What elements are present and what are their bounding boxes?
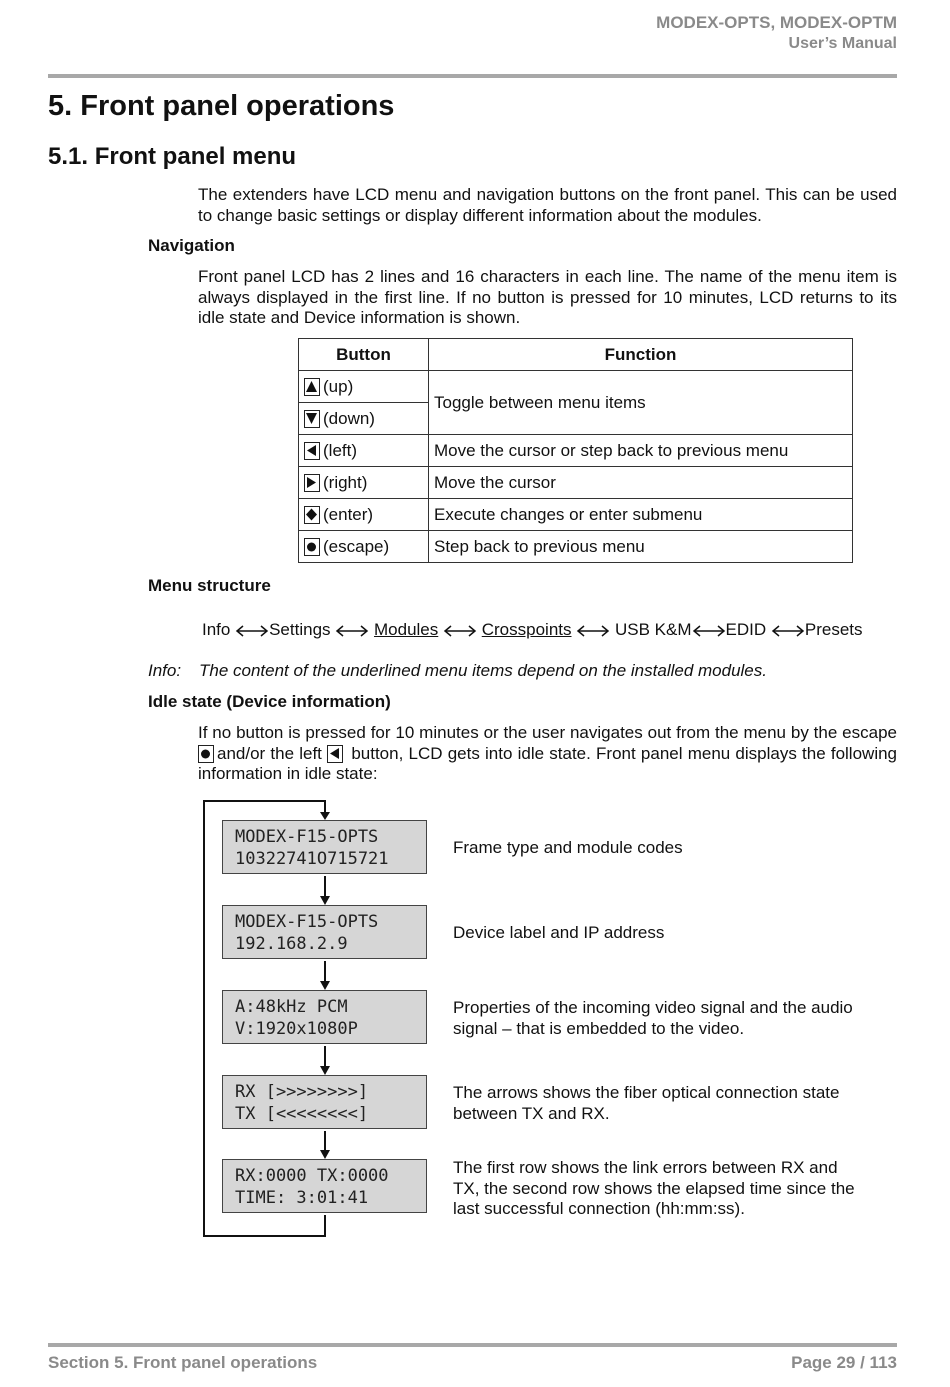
menu-item-settings: Settings — [269, 620, 331, 639]
navigation-paragraph: Front panel LCD has 2 lines and 16 characters in each line. The name of the menu item is always displayed in the first line. If no button is pressed for 10 minutes, LCD returns to its idle state and Device information is shown. — [198, 267, 897, 327]
lcd-line: V:1920x1080P — [235, 1019, 358, 1039]
lcd-line: MODEX-F15-OPTS — [235, 827, 379, 847]
footer-section: Section 5. Front panel operations — [48, 1353, 318, 1372]
menu-item-usb-km: USB K&M — [614, 620, 692, 639]
button-label: (enter) — [323, 504, 374, 524]
menu-item-crosspoints: Crosspoints — [481, 620, 572, 639]
arrow-head-icon — [320, 896, 330, 905]
lcd-line: 192.168.2.9 — [235, 934, 348, 954]
lcd-screen — [222, 1159, 427, 1213]
function-cell: Execute changes or enter submenu — [429, 499, 853, 531]
idle-state-heading: Idle state (Device information) — [148, 692, 391, 711]
lcd-line: TIME: 3:01:41 — [235, 1188, 369, 1208]
button-label: (right) — [323, 472, 368, 492]
lcd-line: 10322741O715721 — [235, 849, 389, 869]
header-doc-title: User’s Manual — [788, 35, 897, 52]
subsection-title: 5.1. Front panel menu — [48, 143, 297, 170]
note-label: Info: — [148, 661, 182, 680]
lcd-line: MODEX-F15-OPTS — [235, 912, 379, 932]
lcd-description: Properties of the incoming video signal and the audio signal – that is embedded to the video. — [453, 998, 853, 1038]
menu-item-presets: Presets — [804, 620, 863, 639]
lcd-description: The first row shows the link errors between RX and TX, the second row shows the elapsed time since the last successful connection (hh:mm:ss). — [453, 1158, 855, 1218]
idle-text-part: button, LCD gets into idle state. Front panel menu displays the following information in idle state: — [198, 743, 897, 783]
lcd-screen — [222, 990, 427, 1044]
lcd-line: TX [<<<<<<<<] — [235, 1104, 369, 1124]
col-header-button: Button — [299, 339, 429, 371]
col-header-function: Function — [429, 339, 853, 371]
lcd-screen — [222, 905, 427, 959]
menu-structure-heading: Menu structure — [148, 576, 271, 595]
function-cell: Move the cursor or step back to previous menu — [429, 435, 853, 467]
navigation-heading: Navigation — [148, 236, 235, 255]
idle-text-part: If no button is pressed for 10 minutes or the user navigates out from the menu by the escape — [198, 723, 897, 742]
lcd-line: RX [>>>>>>>>] — [235, 1082, 369, 1102]
footer-rule — [48, 1343, 897, 1347]
menu-item-info: Info — [202, 620, 231, 639]
lcd-description: Frame type and module codes — [453, 838, 683, 857]
function-cell: Toggle between menu items — [429, 371, 853, 435]
section-title: 5. Front panel operations — [48, 90, 395, 122]
lcd-description: The arrows shows the fiber optical connection state between TX and RX. — [453, 1083, 840, 1123]
button-label: (down) — [323, 408, 375, 428]
arrow-head-icon — [320, 812, 330, 820]
lcd-screen — [222, 820, 427, 874]
function-cell: Step back to previous menu — [429, 531, 853, 563]
menu-item-edid: EDID — [725, 620, 767, 639]
function-cell: Move the cursor — [429, 467, 853, 499]
intro-paragraph: The extenders have LCD menu and navigation buttons on the front panel. This can be used to change basic settings or display different information about the modules. — [198, 185, 897, 225]
lcd-line: A:48kHz PCM — [235, 997, 348, 1017]
arrow-head-icon — [320, 1150, 330, 1159]
lcd-screen — [222, 1075, 427, 1129]
lcd-line: RX:0000 TX:0000 — [235, 1166, 389, 1186]
button-label: (escape) — [323, 536, 390, 556]
menu-item-modules: Modules — [374, 620, 439, 639]
arrow-head-icon — [320, 1066, 330, 1075]
button-label: (left) — [323, 440, 357, 460]
lcd-description: Device label and IP address — [453, 923, 665, 942]
note-text: The content of the underlined menu items depend on the installed modules. — [199, 661, 767, 680]
arrow-head-icon — [320, 981, 330, 990]
button-label: (up) — [323, 376, 354, 396]
footer-page-number: Page 29 / 113 — [791, 1353, 897, 1372]
idle-text-part: and/or the left — [217, 743, 322, 763]
header-product: MODEX-OPTS, MODEX-OPTM — [656, 13, 897, 32]
